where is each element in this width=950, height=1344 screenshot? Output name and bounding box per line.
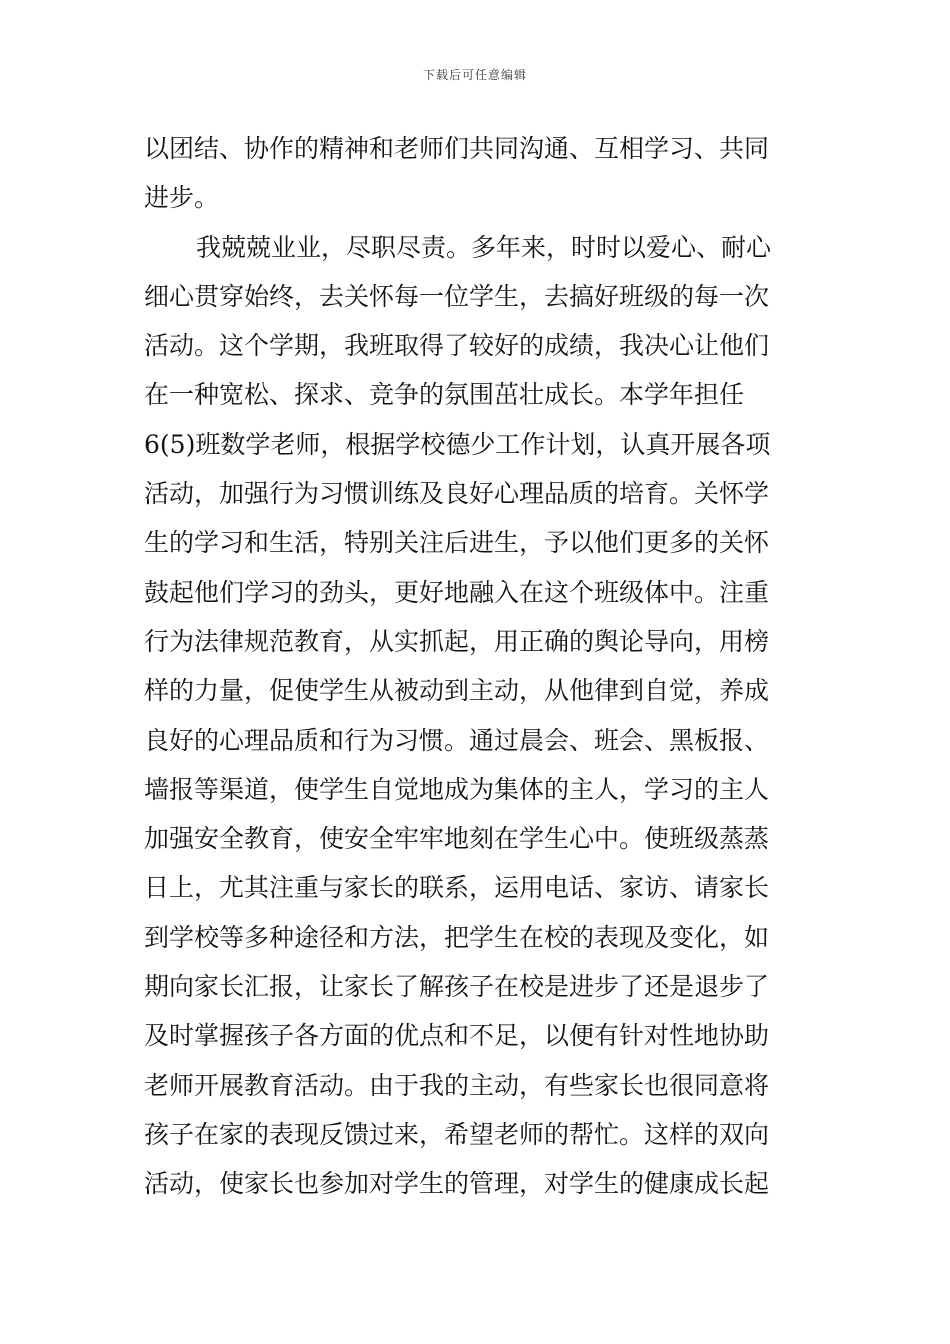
text-line: 加强安全教育，使安全牢牢地刻在学生心中。使班级蒸蒸 [144, 824, 770, 854]
text-line: 日上，尤其注重与家长的联系，运用电话、家访、请家长 [144, 873, 770, 903]
text-line: 老师开展教育活动。由于我的主动，有些家长也很同意将 [144, 1070, 770, 1100]
text-line: 及时掌握孩子各方面的优点和不足，以便有针对性地协助 [144, 1021, 770, 1051]
text-line: 活动。这个学期，我班取得了较好的成绩，我决心让他们 [144, 331, 770, 361]
text-line: 鼓起他们学习的劲头，更好地融入在这个班级体中。注重 [144, 577, 770, 607]
text-line: 进步。 [144, 183, 220, 213]
download-editable-note: 下载后可任意编辑 [422, 68, 527, 82]
text-line: 细心贯穿始终，去关怀每一位学生，去搞好班级的每一次 [144, 281, 770, 311]
document-body [144, 124, 808, 1209]
text-line: 活动，使家长也参加对学生的管理，对学生的健康成长起 [144, 1169, 770, 1199]
text-line: 样的力量，促使学生从被动到主动，从他律到自觉，养成 [144, 676, 770, 706]
text-line: 良好的心理品质和行为习惯。通过晨会、班会、黑板报、 [144, 725, 770, 755]
text-line: 孩子在家的表现反馈过来，希望老师的帮忙。这样的双向 [144, 1119, 770, 1149]
text-line: 以团结、协作的精神和老师们共同沟通、互相学习、共同 [144, 134, 770, 163]
text-line: 6(5)班数学老师，根据学校德少工作计划，认真开展各项 [144, 429, 771, 459]
text-line: 在一种宽松、探求、竞争的氛围茁壮成长。本学年担任 [144, 380, 745, 410]
text-line: 生的学习和生活，特别关注后进生，予以他们更多的关怀 [144, 528, 770, 558]
text-line: 活动，加强行为习惯训练及良好心理品质的培育。关怀学 [144, 479, 770, 509]
text-line: 行为法律规范教育，从实抓起，用正确的舆论导向，用榜 [144, 626, 770, 656]
text-line: 墙报等渠道，使学生自觉地成为集体的主人，学习的主人 [144, 774, 770, 804]
text-line: 期向家长汇报，让家长了解孩子在校是进步了还是退步了 [144, 972, 770, 1002]
paragraph-first-line: 我兢兢业业，尽职尽责。多年来，时时以爱心、耐心 [196, 232, 772, 262]
text-line: 到学校等多种途径和方法，把学生在校的表现及变化，如 [144, 922, 770, 952]
